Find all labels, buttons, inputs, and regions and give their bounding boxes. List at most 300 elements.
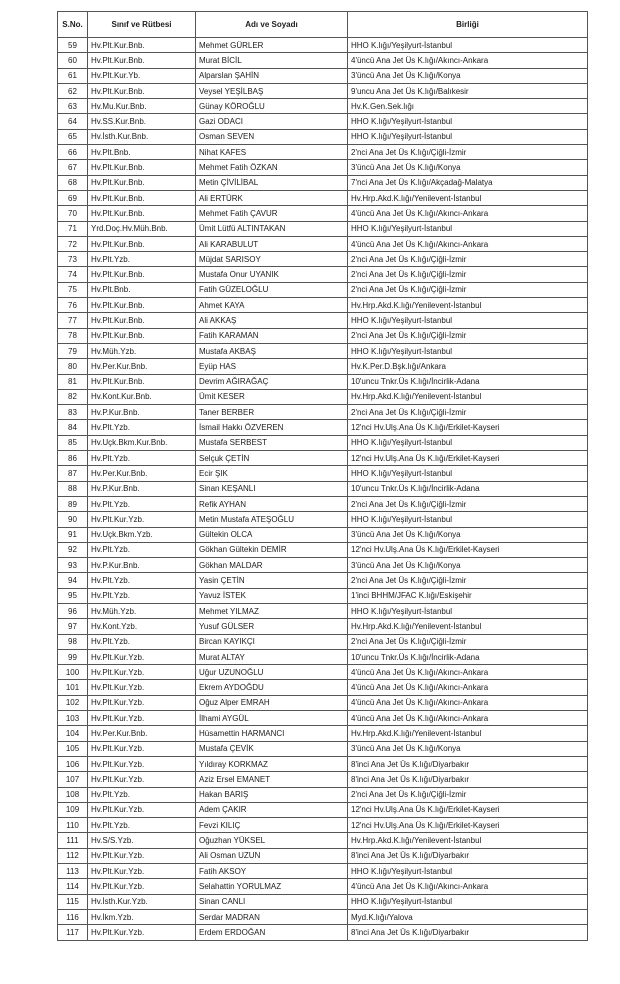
- full-name-cell: Metin ÇİVİLİBAL: [196, 175, 348, 190]
- serial-no-cell: 69: [58, 190, 88, 205]
- unit-cell: 3'üncü Ana Jet Üs K.lığı/Konya: [348, 68, 588, 83]
- serial-no-cell: 60: [58, 53, 88, 68]
- unit-cell: 3'üncü Ana Jet Üs K.lığı/Konya: [348, 741, 588, 756]
- full-name-cell: Gültekin OLCA: [196, 527, 348, 542]
- serial-no-cell: 111: [58, 833, 88, 848]
- table-row: [58, 741, 588, 756]
- full-name-cell: Ali ERTÜRK: [196, 190, 348, 205]
- table-row: [58, 328, 588, 343]
- table-row: [58, 909, 588, 924]
- full-name-cell: Hüsamettin HARMANCI: [196, 726, 348, 741]
- table-row: [58, 588, 588, 603]
- rank-cell: Yrd.Doç.Hv.Müh.Bnb.: [88, 221, 196, 236]
- personnel-table: [57, 11, 588, 941]
- table-row: [58, 221, 588, 236]
- table-row: [58, 466, 588, 481]
- serial-no-cell: 71: [58, 221, 88, 236]
- serial-no-cell: 84: [58, 420, 88, 435]
- serial-no-cell: 82: [58, 389, 88, 404]
- serial-no-cell: 92: [58, 542, 88, 557]
- rank-cell: Hv.Plt.Kur.Bnb.: [88, 313, 196, 328]
- serial-no-cell: 98: [58, 634, 88, 649]
- full-name-cell: Mustafa AKBAŞ: [196, 343, 348, 358]
- serial-no-cell: 65: [58, 129, 88, 144]
- table-row: [58, 129, 588, 144]
- unit-cell: 3'üncü Ana Jet Üs K.lığı/Konya: [348, 527, 588, 542]
- unit-cell: 10'uncu Tnkr.Üs K.lığı/İncirlik-Adana: [348, 481, 588, 496]
- full-name-cell: Metin Mustafa ATEŞOĞLU: [196, 512, 348, 527]
- table-row: [58, 53, 588, 68]
- table-row: [58, 833, 588, 848]
- full-name-cell: Ecir ŞIK: [196, 466, 348, 481]
- table-row: [58, 634, 588, 649]
- unit-cell: HHO K.lığı/Yeşilyurt-İstanbul: [348, 466, 588, 481]
- table-row: [58, 83, 588, 98]
- serial-no-cell: 77: [58, 313, 88, 328]
- serial-no-cell: 76: [58, 298, 88, 313]
- table-row: [58, 389, 588, 404]
- full-name-cell: Refik AYHAN: [196, 496, 348, 511]
- serial-no-cell: 112: [58, 848, 88, 863]
- full-name-cell: Alparslan ŞAHİN: [196, 68, 348, 83]
- table-row: [58, 695, 588, 710]
- serial-no-cell: 95: [58, 588, 88, 603]
- unit-cell: 4'üncü Ana Jet Üs K.lığı/Akıncı-Ankara: [348, 879, 588, 894]
- serial-no-cell: 86: [58, 451, 88, 466]
- rank-cell: Hv.Plt.Kur.Yzb.: [88, 665, 196, 680]
- full-name-cell: Yavuz İSTEK: [196, 588, 348, 603]
- rank-cell: Hv.Plt.Kur.Bnb.: [88, 328, 196, 343]
- rank-cell: Hv.Plt.Bnb.: [88, 282, 196, 297]
- table-row: [58, 726, 588, 741]
- full-name-cell: Gökhan MALDAR: [196, 558, 348, 573]
- rank-cell: Hv.Uçk.Bkm.Kur.Bnb.: [88, 435, 196, 450]
- rank-cell: Hv.Plt.Kur.Yzb.: [88, 680, 196, 695]
- rank-cell: Hv.Plt.Kur.Yzb.: [88, 864, 196, 879]
- full-name-cell: Uğur UZUNOĞLU: [196, 665, 348, 680]
- table-row: [58, 558, 588, 573]
- table-row: [58, 772, 588, 787]
- serial-no-cell: 116: [58, 909, 88, 924]
- rank-cell: Hv.Plt.Kur.Bnb.: [88, 236, 196, 251]
- full-name-cell: Fevzi KILIÇ: [196, 818, 348, 833]
- unit-cell: 8'inci Ana Jet Üs K.lığı/Diyarbakır: [348, 756, 588, 771]
- serial-no-cell: 109: [58, 802, 88, 817]
- unit-cell: Hv.Hrp.Akd.K.lığı/Yenilevent-İstanbul: [348, 619, 588, 634]
- full-name-cell: Yasin ÇETİN: [196, 573, 348, 588]
- serial-no-cell: 80: [58, 359, 88, 374]
- full-name-cell: Ali KARABULUT: [196, 236, 348, 251]
- rank-cell: Hv.Plt.Kur.Yzb.: [88, 695, 196, 710]
- serial-no-cell: 79: [58, 343, 88, 358]
- table-row: [58, 160, 588, 175]
- unit-cell: HHO K.lığı/Yeşilyurt-İstanbul: [348, 512, 588, 527]
- full-name-cell: Ümit KESER: [196, 389, 348, 404]
- rank-cell: Hv.Per.Kur.Bnb.: [88, 466, 196, 481]
- full-name-cell: Selçuk ÇETİN: [196, 451, 348, 466]
- unit-cell: HHO K.lığı/Yeşilyurt-İstanbul: [348, 114, 588, 129]
- header-full-name: Adı ve Soyadı: [196, 12, 348, 38]
- full-name-cell: Eyüp HAS: [196, 359, 348, 374]
- table-row: [58, 756, 588, 771]
- unit-cell: 2'nci Ana Jet Üs K.lığı/Çiğli-İzmir: [348, 252, 588, 267]
- unit-cell: Hv.K.Per.D.Bşk.lığı/Ankara: [348, 359, 588, 374]
- table-row: [58, 603, 588, 618]
- table-row: [58, 879, 588, 894]
- serial-no-cell: 110: [58, 818, 88, 833]
- rank-cell: Hv.Plt.Kur.Yzb.: [88, 879, 196, 894]
- table-row: [58, 573, 588, 588]
- table-row: [58, 298, 588, 313]
- full-name-cell: Mehmet YILMAZ: [196, 603, 348, 618]
- table-row: [58, 190, 588, 205]
- serial-no-cell: 106: [58, 756, 88, 771]
- full-name-cell: Gazi ODACI: [196, 114, 348, 129]
- unit-cell: 12'nci Hv.Ulş.Ana Üs K.lığı/Erkilet-Kayseri: [348, 818, 588, 833]
- serial-no-cell: 66: [58, 145, 88, 160]
- rank-cell: Hv.Plt.Kur.Yzb.: [88, 741, 196, 756]
- unit-cell: Myd.K.lığı/Yalova: [348, 909, 588, 924]
- rank-cell: Hv.Uçk.Bkm.Yzb.: [88, 527, 196, 542]
- serial-no-cell: 96: [58, 603, 88, 618]
- rank-cell: Hv.Plt.Yzb.: [88, 818, 196, 833]
- rank-cell: Hv.Plt.Kur.Bnb.: [88, 190, 196, 205]
- unit-cell: 12'nci Hv.Ulş.Ana Üs K.lığı/Erkilet-Kayseri: [348, 802, 588, 817]
- rank-cell: Hv.Plt.Kur.Yzb.: [88, 848, 196, 863]
- unit-cell: 8'inci Ana Jet Üs K.lığı/Diyarbakır: [348, 925, 588, 940]
- serial-no-cell: 100: [58, 665, 88, 680]
- rank-cell: Hv.Plt.Yzb.: [88, 634, 196, 649]
- unit-cell: 2'nci Ana Jet Üs K.lığı/Çiğli-İzmir: [348, 145, 588, 160]
- serial-no-cell: 78: [58, 328, 88, 343]
- serial-no-cell: 90: [58, 512, 88, 527]
- unit-cell: Hv.Hrp.Akd.K.lığı/Yenilevent-İstanbul: [348, 833, 588, 848]
- table-header-row: [58, 12, 588, 38]
- unit-cell: 4'üncü Ana Jet Üs K.lığı/Akıncı-Ankara: [348, 680, 588, 695]
- rank-cell: Hv.Per.Kur.Bnb.: [88, 359, 196, 374]
- serial-no-cell: 85: [58, 435, 88, 450]
- serial-no-cell: 74: [58, 267, 88, 282]
- full-name-cell: Taner BERBER: [196, 405, 348, 420]
- table-row: [58, 359, 588, 374]
- unit-cell: 4'üncü Ana Jet Üs K.lığı/Akıncı-Ankara: [348, 53, 588, 68]
- rank-cell: Hv.Plt.Yzb.: [88, 542, 196, 557]
- rank-cell: Hv.Plt.Kur.Yzb.: [88, 512, 196, 527]
- rank-cell: Hv.Plt.Yzb.: [88, 496, 196, 511]
- rank-cell: Hv.Plt.Kur.Bnb.: [88, 53, 196, 68]
- full-name-cell: Murat ALTAY: [196, 649, 348, 664]
- rank-cell: Hv.Kont.Kur.Bnb.: [88, 389, 196, 404]
- header-serial-no: S.No.: [58, 12, 88, 38]
- serial-no-cell: 68: [58, 175, 88, 190]
- table-row: [58, 145, 588, 160]
- rank-cell: Hv.Plt.Kur.Bnb.: [88, 298, 196, 313]
- unit-cell: 2'nci Ana Jet Üs K.lığı/Çiğli-İzmir: [348, 496, 588, 511]
- unit-cell: HHO K.lığı/Yeşilyurt-İstanbul: [348, 894, 588, 909]
- rank-cell: Hv.İsth.Kur.Yzb.: [88, 894, 196, 909]
- serial-no-cell: 67: [58, 160, 88, 175]
- rank-cell: Hv.P.Kur.Bnb.: [88, 481, 196, 496]
- full-name-cell: Hakan BARIŞ: [196, 787, 348, 802]
- rank-cell: Hv.Plt.Kur.Yzb.: [88, 649, 196, 664]
- table-row: [58, 665, 588, 680]
- full-name-cell: Bircan KAYIKÇI: [196, 634, 348, 649]
- serial-no-cell: 115: [58, 894, 88, 909]
- full-name-cell: Sinan CANLI: [196, 894, 348, 909]
- unit-cell: 2'nci Ana Jet Üs K.lığı/Çiğli-İzmir: [348, 634, 588, 649]
- rank-cell: Hv.Plt.Kur.Bnb.: [88, 160, 196, 175]
- unit-cell: 3'üncü Ana Jet Üs K.lığı/Konya: [348, 160, 588, 175]
- table-row: [58, 711, 588, 726]
- full-name-cell: Fatih AKSOY: [196, 864, 348, 879]
- rank-cell: Hv.Plt.Yzb.: [88, 588, 196, 603]
- serial-no-cell: 63: [58, 99, 88, 114]
- unit-cell: 12'nci Hv.Ulş.Ana Üs K.lığı/Erkilet-Kayseri: [348, 542, 588, 557]
- unit-cell: 9'uncu Ana Jet Üs K.lığı/Balıkesir: [348, 83, 588, 98]
- unit-cell: 2'nci Ana Jet Üs K.lığı/Çiğli-İzmir: [348, 267, 588, 282]
- rank-cell: Hv.Plt.Kur.Yzb.: [88, 772, 196, 787]
- full-name-cell: Ümit Lütfü ALTINTAKAN: [196, 221, 348, 236]
- rank-cell: Hv.Plt.Bnb.: [88, 145, 196, 160]
- full-name-cell: Ekrem AYDOĞDU: [196, 680, 348, 695]
- rank-cell: Hv.Plt.Kur.Yb.: [88, 68, 196, 83]
- serial-no-cell: 61: [58, 68, 88, 83]
- table-row: [58, 512, 588, 527]
- rank-cell: Hv.Plt.Yzb.: [88, 252, 196, 267]
- full-name-cell: Mehmet Fatih ÇAVUR: [196, 206, 348, 221]
- serial-no-cell: 83: [58, 405, 88, 420]
- table-row: [58, 542, 588, 557]
- table-row: [58, 864, 588, 879]
- unit-cell: 10'uncu Tnkr.Üs K.lığı/İncirlik-Adana: [348, 374, 588, 389]
- serial-no-cell: 97: [58, 619, 88, 634]
- serial-no-cell: 114: [58, 879, 88, 894]
- rank-cell: Hv.Müh.Yzb.: [88, 343, 196, 358]
- unit-cell: 2'nci Ana Jet Üs K.lığı/Çiğli-İzmir: [348, 787, 588, 802]
- full-name-cell: Ali Osman UZUN: [196, 848, 348, 863]
- full-name-cell: Nihat KAFES: [196, 145, 348, 160]
- full-name-cell: Fatih GÜZELOĞLU: [196, 282, 348, 297]
- unit-cell: 2'nci Ana Jet Üs K.lığı/Çiğli-İzmir: [348, 573, 588, 588]
- unit-cell: 8'inci Ana Jet Üs K.lığı/Diyarbakır: [348, 772, 588, 787]
- unit-cell: 10'uncu Tnkr.Üs K.lığı/İncirlik-Adana: [348, 649, 588, 664]
- serial-no-cell: 72: [58, 236, 88, 251]
- unit-cell: HHO K.lığı/Yeşilyurt-İstanbul: [348, 221, 588, 236]
- rank-cell: Hv.P.Kur.Bnb.: [88, 558, 196, 573]
- serial-no-cell: 87: [58, 466, 88, 481]
- full-name-cell: Adem ÇAKIR: [196, 802, 348, 817]
- full-name-cell: Serdar MADRAN: [196, 909, 348, 924]
- unit-cell: Hv.Hrp.Akd.K.lığı/Yenilevent-İstanbul: [348, 726, 588, 741]
- full-name-cell: Osman SEVEN: [196, 129, 348, 144]
- unit-cell: 4'üncü Ana Jet Üs K.lığı/Akıncı-Ankara: [348, 236, 588, 251]
- full-name-cell: Fatih KARAMAN: [196, 328, 348, 343]
- rank-cell: Hv.P.Kur.Bnb.: [88, 405, 196, 420]
- full-name-cell: Mustafa SERBEST: [196, 435, 348, 450]
- full-name-cell: Mehmet GÜRLER: [196, 38, 348, 53]
- table-row: [58, 619, 588, 634]
- full-name-cell: Oğuz Alper EMRAH: [196, 695, 348, 710]
- unit-cell: Hv.Hrp.Akd.K.lığı/Yenilevent-İstanbul: [348, 190, 588, 205]
- rank-cell: Hv.Plt.Kur.Bnb.: [88, 206, 196, 221]
- rank-cell: Hv.Plt.Yzb.: [88, 573, 196, 588]
- table-row: [58, 236, 588, 251]
- table-row: [58, 114, 588, 129]
- serial-no-cell: 108: [58, 787, 88, 802]
- header-unit: Birliği: [348, 12, 588, 38]
- rank-cell: Hv.Plt.Kur.Yzb.: [88, 711, 196, 726]
- full-name-cell: Ali AKKAŞ: [196, 313, 348, 328]
- unit-cell: 7'nci Ana Jet Üs K.lığı/Akçadağ-Malatya: [348, 175, 588, 190]
- table-row: [58, 420, 588, 435]
- full-name-cell: Selahattin YORULMAZ: [196, 879, 348, 894]
- unit-cell: 4'üncü Ana Jet Üs K.lığı/Akıncı-Ankara: [348, 665, 588, 680]
- unit-cell: 1'inci BHHM/JFAC K.lığı/Eskişehir: [348, 588, 588, 603]
- table-row: [58, 374, 588, 389]
- serial-no-cell: 75: [58, 282, 88, 297]
- table-row: [58, 435, 588, 450]
- full-name-cell: Devrim AĞIRAĞAÇ: [196, 374, 348, 389]
- table-row: [58, 802, 588, 817]
- unit-cell: Hv.Hrp.Akd.K.lığı/Yenilevent-İstanbul: [348, 298, 588, 313]
- rank-cell: Hv.Plt.Kur.Bnb.: [88, 175, 196, 190]
- full-name-cell: Murat BİCİL: [196, 53, 348, 68]
- rank-cell: Hv.Müh.Yzb.: [88, 603, 196, 618]
- unit-cell: 3'üncü Ana Jet Üs K.lığı/Konya: [348, 558, 588, 573]
- full-name-cell: Mehmet Fatih ÖZKAN: [196, 160, 348, 175]
- unit-cell: 4'üncü Ana Jet Üs K.lığı/Akıncı-Ankara: [348, 206, 588, 221]
- unit-cell: 2'nci Ana Jet Üs K.lığı/Çiğli-İzmir: [348, 405, 588, 420]
- unit-cell: 8'inci Ana Jet Üs K.lığı/Diyarbakır: [348, 848, 588, 863]
- rank-cell: Hv.SS.Kur.Bnb.: [88, 114, 196, 129]
- serial-no-cell: 73: [58, 252, 88, 267]
- unit-cell: HHO K.lığı/Yeşilyurt-İstanbul: [348, 864, 588, 879]
- serial-no-cell: 70: [58, 206, 88, 221]
- rank-cell: Hv.Plt.Kur.Bnb.: [88, 83, 196, 98]
- serial-no-cell: 117: [58, 925, 88, 940]
- full-name-cell: Günay KÖROĞLU: [196, 99, 348, 114]
- rank-cell: Hv.Plt.Yzb.: [88, 451, 196, 466]
- serial-no-cell: 105: [58, 741, 88, 756]
- table-row: [58, 925, 588, 940]
- serial-no-cell: 91: [58, 527, 88, 542]
- unit-cell: 2'nci Ana Jet Üs K.lığı/Çiğli-İzmir: [348, 328, 588, 343]
- serial-no-cell: 88: [58, 481, 88, 496]
- unit-cell: HHO K.lığı/Yeşilyurt-İstanbul: [348, 343, 588, 358]
- table-row: [58, 894, 588, 909]
- table-row: [58, 481, 588, 496]
- unit-cell: 4'üncü Ana Jet Üs K.lığı/Akıncı-Ankara: [348, 695, 588, 710]
- full-name-cell: Mustafa Onur UYANIK: [196, 267, 348, 282]
- table-row: [58, 68, 588, 83]
- table-row: [58, 527, 588, 542]
- rank-cell: Hv.Kont.Yzb.: [88, 619, 196, 634]
- full-name-cell: İsmail Hakkı ÖZVEREN: [196, 420, 348, 435]
- table-row: [58, 787, 588, 802]
- full-name-cell: Müjdat SARISOY: [196, 252, 348, 267]
- table-row: [58, 451, 588, 466]
- unit-cell: 12'nci Hv.Ulş.Ana Üs K.lığı/Erkilet-Kayseri: [348, 451, 588, 466]
- full-name-cell: Ahmet KAYA: [196, 298, 348, 313]
- table-row: [58, 252, 588, 267]
- rank-cell: Hv.Plt.Kur.Yzb.: [88, 756, 196, 771]
- rank-cell: Hv.Plt.Kur.Bnb.: [88, 267, 196, 282]
- unit-cell: 2'nci Ana Jet Üs K.lığı/Çiğli-İzmir: [348, 282, 588, 297]
- serial-no-cell: 103: [58, 711, 88, 726]
- serial-no-cell: 89: [58, 496, 88, 511]
- rank-cell: Hv.İkm.Yzb.: [88, 909, 196, 924]
- table-row: [58, 405, 588, 420]
- serial-no-cell: 99: [58, 649, 88, 664]
- unit-cell: Hv.K.Gen.Sek.lığı: [348, 99, 588, 114]
- table-row: [58, 267, 588, 282]
- full-name-cell: Oğuzhan YÜKSEL: [196, 833, 348, 848]
- unit-cell: Hv.Hrp.Akd.K.lığı/Yenilevent-İstanbul: [348, 389, 588, 404]
- table-row: [58, 206, 588, 221]
- serial-no-cell: 93: [58, 558, 88, 573]
- full-name-cell: İlhami AYGÜL: [196, 711, 348, 726]
- header-rank: Sınıf ve Rütbesi: [88, 12, 196, 38]
- full-name-cell: Veysel YEŞİLBAŞ: [196, 83, 348, 98]
- rank-cell: Hv.Plt.Kur.Yzb.: [88, 802, 196, 817]
- serial-no-cell: 101: [58, 680, 88, 695]
- serial-no-cell: 94: [58, 573, 88, 588]
- serial-no-cell: 59: [58, 38, 88, 53]
- rank-cell: Hv.Plt.Kur.Bnb.: [88, 374, 196, 389]
- full-name-cell: Yıldıray KORKMAZ: [196, 756, 348, 771]
- rank-cell: Hv.Mu.Kur.Bnb.: [88, 99, 196, 114]
- full-name-cell: Aziz Ersel EMANET: [196, 772, 348, 787]
- table-row: [58, 38, 588, 53]
- serial-no-cell: 107: [58, 772, 88, 787]
- table-body: [58, 38, 588, 941]
- table-row: [58, 649, 588, 664]
- table-row: [58, 175, 588, 190]
- rank-cell: Hv.S/S.Yzb.: [88, 833, 196, 848]
- serial-no-cell: 104: [58, 726, 88, 741]
- table-row: [58, 313, 588, 328]
- table-row: [58, 848, 588, 863]
- table-row: [58, 818, 588, 833]
- unit-cell: HHO K.lığı/Yeşilyurt-İstanbul: [348, 435, 588, 450]
- table-row: [58, 680, 588, 695]
- rank-cell: Hv.Plt.Kur.Bnb.: [88, 38, 196, 53]
- table-row: [58, 496, 588, 511]
- unit-cell: HHO K.lığı/Yeşilyurt-İstanbul: [348, 603, 588, 618]
- rank-cell: Hv.Plt.Yzb.: [88, 420, 196, 435]
- rank-cell: Hv.Per.Kur.Bnb.: [88, 726, 196, 741]
- unit-cell: 4'üncü Ana Jet Üs K.lığı/Akıncı-Ankara: [348, 711, 588, 726]
- table-row: [58, 343, 588, 358]
- unit-cell: HHO K.lığı/Yeşilyurt-İstanbul: [348, 38, 588, 53]
- full-name-cell: Yusuf GÜLSER: [196, 619, 348, 634]
- full-name-cell: Erdem ERDOĞAN: [196, 925, 348, 940]
- full-name-cell: Sinan KEŞANLI: [196, 481, 348, 496]
- rank-cell: Hv.Plt.Kur.Yzb.: [88, 925, 196, 940]
- unit-cell: HHO K.lığı/Yeşilyurt-İstanbul: [348, 129, 588, 144]
- serial-no-cell: 113: [58, 864, 88, 879]
- serial-no-cell: 62: [58, 83, 88, 98]
- full-name-cell: Mustafa ÇEVİK: [196, 741, 348, 756]
- table-row: [58, 282, 588, 297]
- rank-cell: Hv.İsth.Kur.Bnb.: [88, 129, 196, 144]
- serial-no-cell: 102: [58, 695, 88, 710]
- rank-cell: Hv.Plt.Yzb.: [88, 787, 196, 802]
- unit-cell: HHO K.lığı/Yeşilyurt-İstanbul: [348, 313, 588, 328]
- unit-cell: 12'nci Hv.Ulş.Ana Üs K.lığı/Erkilet-Kayseri: [348, 420, 588, 435]
- table-row: [58, 99, 588, 114]
- serial-no-cell: 64: [58, 114, 88, 129]
